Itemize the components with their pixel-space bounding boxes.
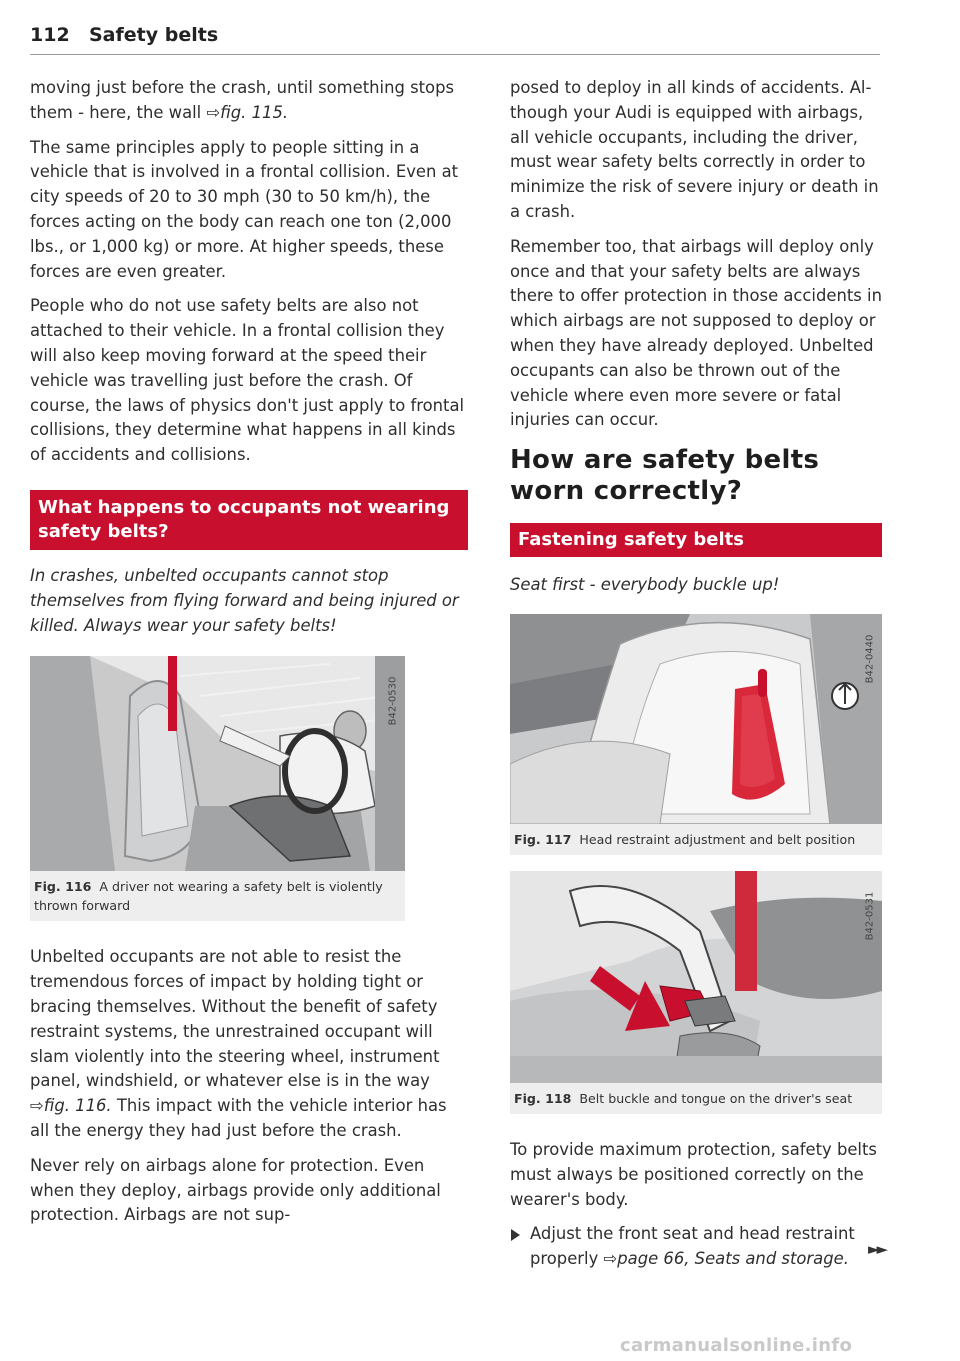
- main-heading: How are safety belts worn correctly?: [510, 445, 820, 507]
- paragraph: The same principles apply to people sitting in a vehicle that is involved in a frontal collision. Even at city speeds of 20 to 30 mph (30 to 50 km/h), the forces acting on the body can reach one ton (2,000 lbs., or 1,000 kg) or more. At higher speeds, these forces are even greater.: [30, 137, 459, 281]
- paragraph: posed to deploy in all kinds of accidents. Although your Audi is equipped with airbags, all vehicle occupants, including the driver, must wear safety belts correctly in order to minimize the risk of severe injury or death in a crash.: [510, 78, 879, 221]
- unbelted-driver-illustration: [30, 656, 405, 871]
- right-column: [510, 76, 882, 1282]
- section-title: Safety belts: [89, 24, 219, 46]
- page-reference-link[interactable]: ⇨page 66, Seats and storage.: [603, 1249, 849, 1269]
- continue-arrow-icon: ►►: [868, 1240, 886, 1258]
- figure-reference-link[interactable]: ⇨fig. 116.: [30, 1096, 112, 1116]
- figure-image: [30, 656, 405, 871]
- watermark: carmanualsonline.info: [620, 1335, 853, 1356]
- figure-code: B42-0531: [864, 891, 876, 941]
- paragraph: Never rely on airbags alone for protection. Even when they deploy, airbags provide only additional protection. Airbags are not sup-: [30, 1155, 441, 1225]
- page-number: 112: [30, 24, 70, 46]
- figure-caption: Fig. 118 Belt buckle and tongue on the driver's seat: [510, 1083, 882, 1114]
- section-heading: What happens to occupants not wearing safety belts?: [30, 490, 468, 550]
- figure-caption: Fig. 117 Head restraint adjustment and belt position: [510, 824, 882, 855]
- section-intro: In crashes, unbelted occupants cannot stop themselves from flying forward and being injured or killed. Always wear your safety belts!: [30, 565, 459, 635]
- paragraph: Unbelted occupants are not able to resist the tremendous forces of impact by holding tight or bracing themselves. Without the benefit of safety restraint systems, the unrestrained occupant will slam violently into the steering wheel, instrument panel, windshield, or whatever else is in the way ⇨fig. 116. This impact with the vehicle interior has all the energy they had just before the crash.: [30, 947, 447, 1140]
- figure-image: [510, 871, 882, 1083]
- subsection-heading: Fastening safety belts: [510, 523, 882, 557]
- bullet-arrow-icon: [511, 1229, 520, 1241]
- seat-head-restraint-illustration: [510, 614, 882, 824]
- figure-code: B42-0440: [864, 634, 876, 684]
- figure-116: [30, 656, 405, 921]
- figure-image: [510, 614, 882, 824]
- figure-117: [510, 614, 882, 855]
- figure-118: [510, 871, 882, 1114]
- paragraph: To provide maximum protection, safety belts must always be positioned correctly on the wearer's body.: [510, 1139, 877, 1209]
- paragraph: People who do not use safety belts are also not attached to their vehicle. In a frontal collision they will also keep moving forward at the speed their vehicle was travelling just before the crash. Of course, the laws of physics don't just apply to frontal collisions, they determine what happens in all kinds of accidents and collisions.: [30, 296, 465, 465]
- left-column: [30, 76, 468, 1238]
- paragraph: moving just before the crash, until something stops them - here, the wall ⇨fig. 115.: [30, 78, 455, 122]
- figure-reference-link[interactable]: ⇨fig. 115.: [206, 102, 289, 122]
- instruction-bullet: Adjust the front seat and head restraint properly ⇨page 66, Seats and storage.: [510, 1222, 882, 1272]
- figure-caption: Fig. 116 A driver not wearing a safety belt is violently thrown forward: [30, 871, 405, 921]
- subsection-intro: Seat first - everybody buckle up!: [510, 575, 780, 595]
- page-header: [30, 22, 880, 55]
- figure-code: B42-0530: [387, 677, 399, 726]
- paragraph: Remember too, that airbags will deploy only once and that your safety belts are always there to offer protection in those accidents in which airbags are not supposed to deploy or when they have already deployed. Unbelted occupants can also be thrown out of the vehicle where even more severe or fatal injuries can occur.: [510, 236, 882, 430]
- belt-buckle-illustration: [510, 871, 882, 1083]
